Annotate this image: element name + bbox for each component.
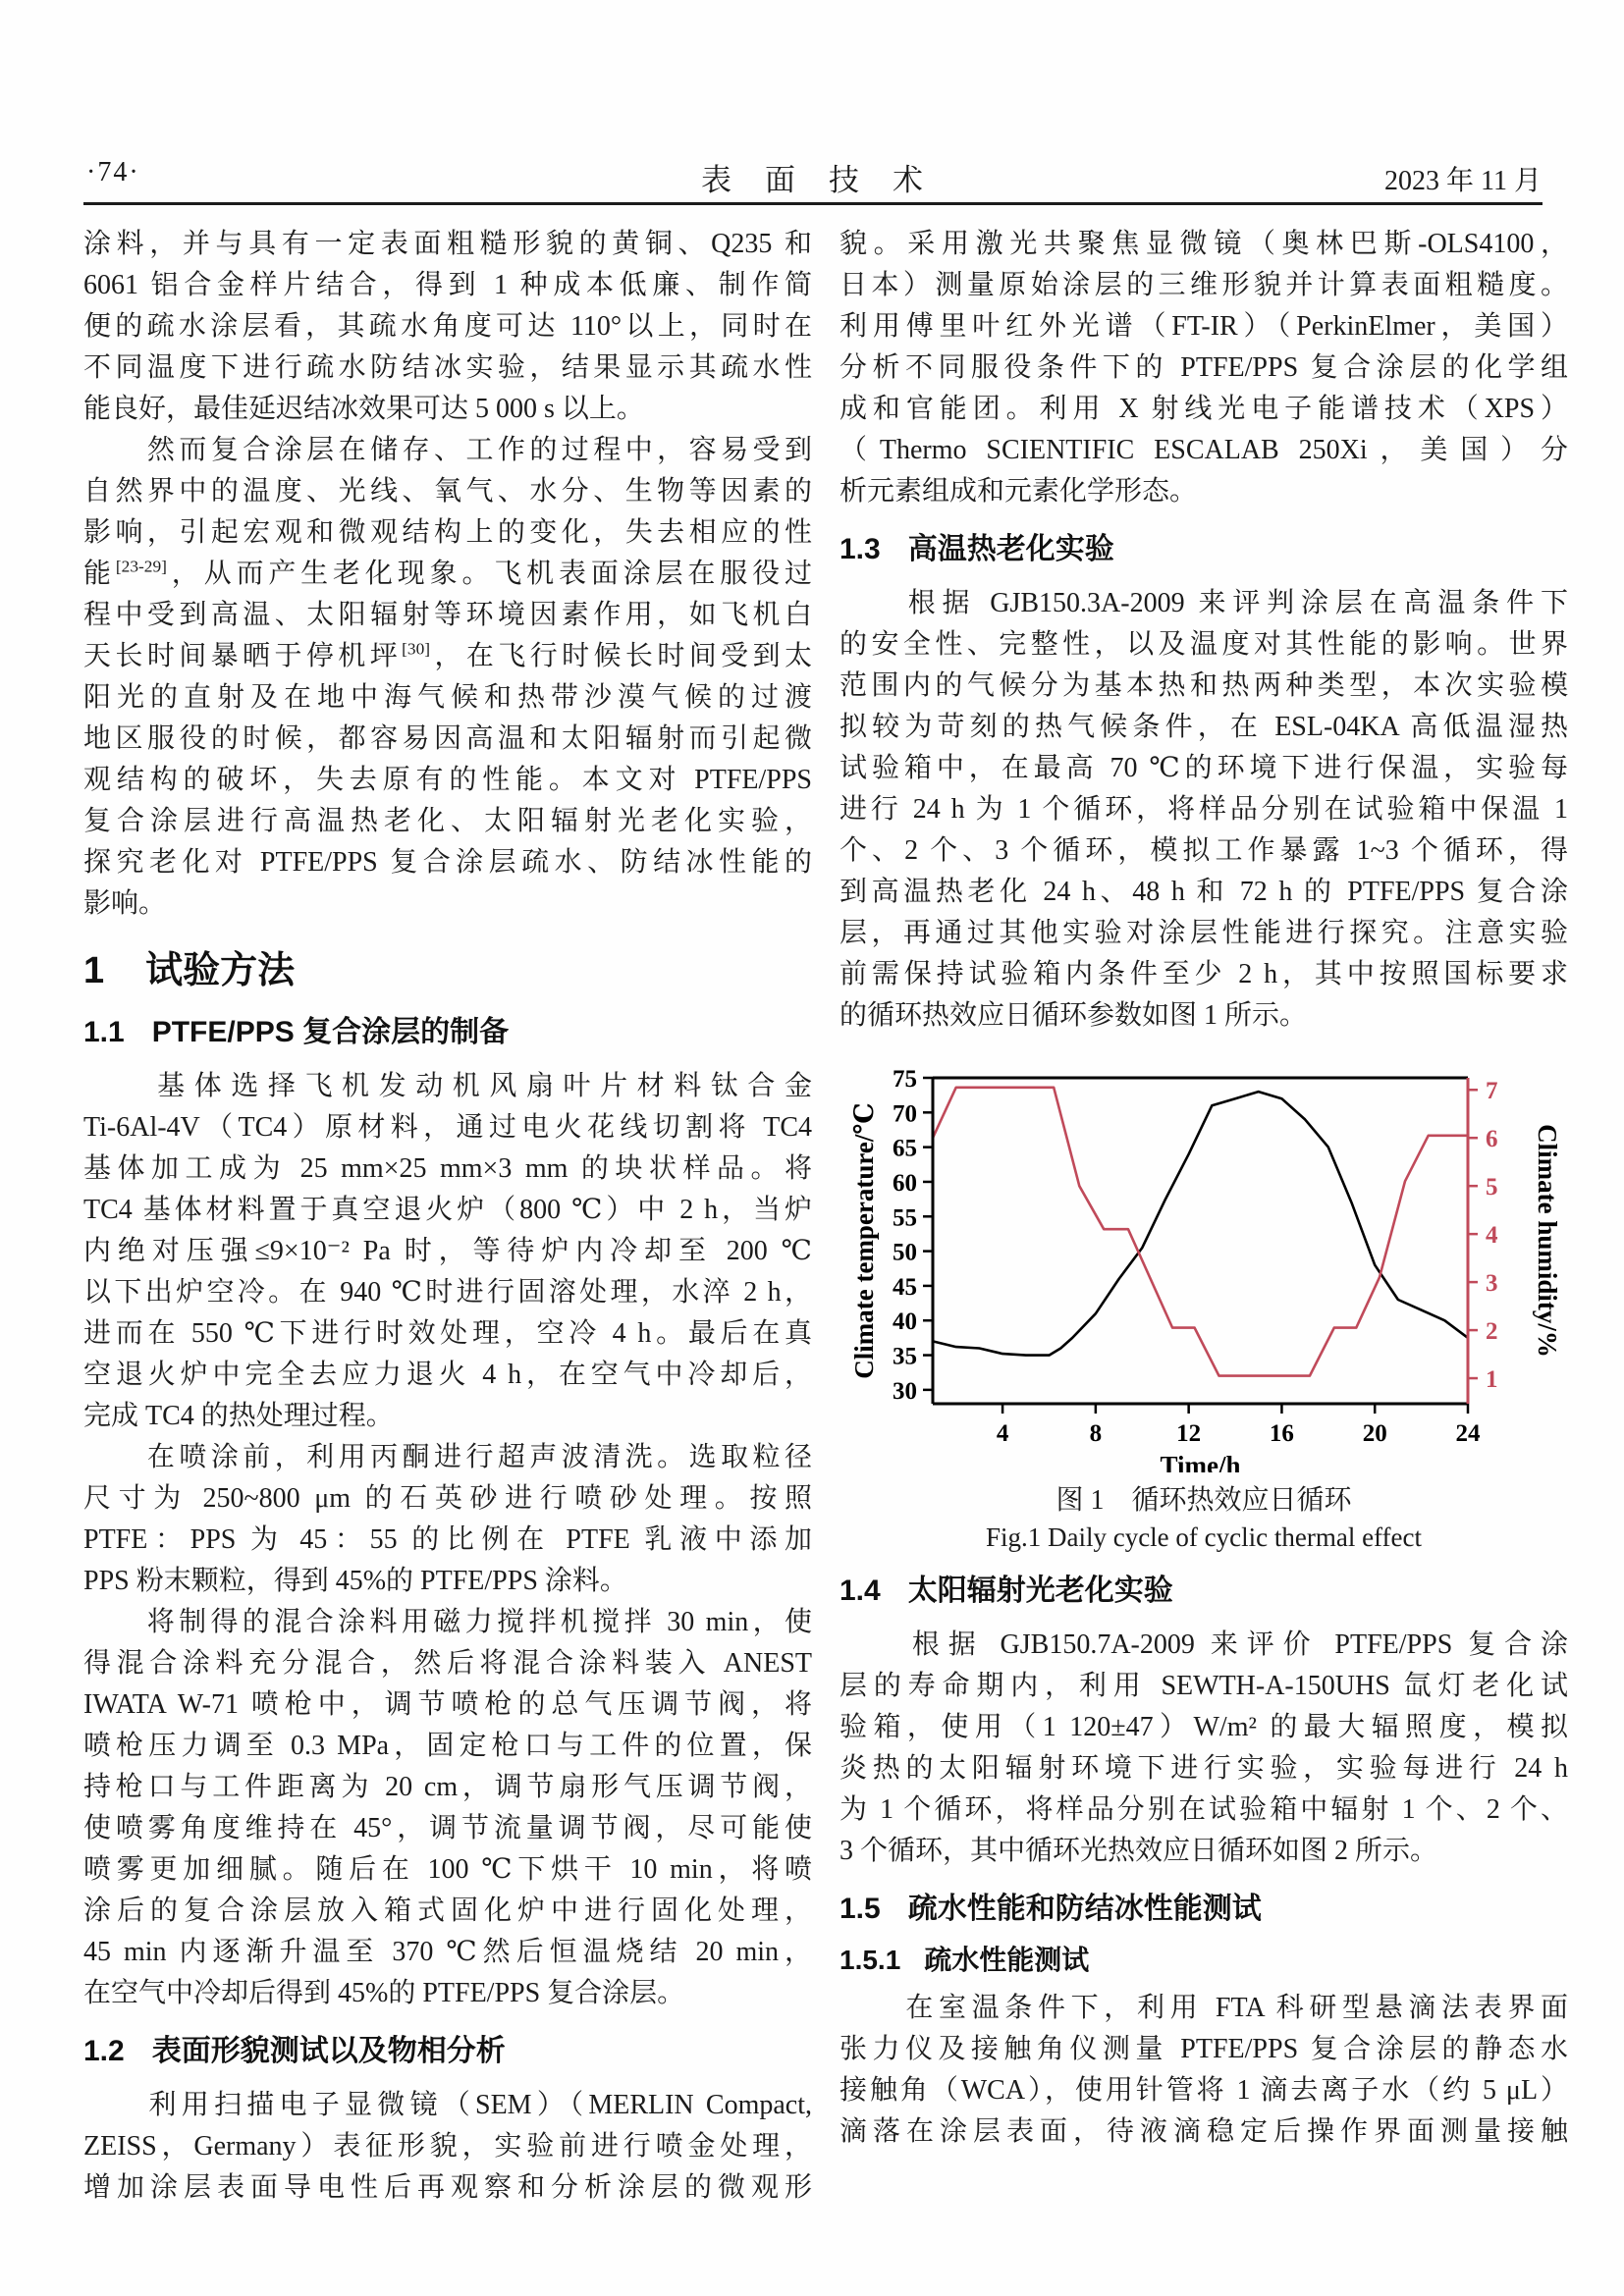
text-line: 范围内的气候分为基本热和热两种类型，本次实验模 (839, 670, 1568, 701)
text-line: 拟较为苛刻的热气候条件，在 ESL-04KA 高低温湿热 (839, 712, 1568, 742)
y-left-tick-label: 55 (893, 1204, 917, 1232)
y-left-tick-label: 40 (893, 1308, 917, 1336)
section-heading-1.2 (83, 2032, 812, 2071)
page-number: ·74· (86, 157, 140, 187)
x-tick-label: 4 (996, 1420, 1009, 1447)
x-axis-label: Time/h (1160, 1451, 1241, 1472)
text-line: 便的疏水涂层看，其疏水角度可达 110°以上，同时在 (83, 311, 812, 342)
paragraph (839, 1988, 1568, 2153)
section-number: 1.5 (839, 1893, 881, 1925)
text-line: 进而在 550 ℃下进行时效处理，空冷 4 h。最后在真 (83, 1318, 812, 1349)
text-line: 完成 TC4 的热处理过程。 (83, 1401, 394, 1431)
section-heading-1.5.1 (839, 1943, 1568, 1978)
section-number: 1.1 (83, 1016, 125, 1048)
figure-1 (839, 1050, 1568, 1554)
text-line: Ti-6Al-4V（TC4）原材料，通过电火花线切割将 TC4 (83, 1112, 812, 1143)
text-line: 45 min 内逐渐升温至 370 ℃然后恒温烧结 20 min， (83, 1937, 812, 1967)
text-line: 基体选择飞机发动机风扇叶片材料钛合金 (83, 1071, 812, 1101)
text-line: 尺寸为 250~800 μm 的石英砂进行喷砂处理。按照 (83, 1483, 812, 1514)
text-line: 在室温条件下，利用 FTA 科研型悬滴法表界面 (839, 1993, 1568, 2023)
y-left-tick-label: 50 (893, 1239, 917, 1266)
y-right-tick-label: 1 (1486, 1366, 1498, 1394)
text-line: 的循环热效应日循环参数如图 1 所示。 (839, 1000, 1308, 1031)
text-line: 天长时间暴晒于停机坪[30]，在飞行时候长时间受到太 (83, 639, 812, 671)
y-left-axis-label: Climate temperature/℃ (849, 1102, 879, 1379)
y-left-tick-label: 30 (893, 1377, 917, 1405)
section-heading-1 (83, 948, 812, 993)
section-title: 试验方法 (145, 950, 296, 991)
y-left-tick-label: 60 (893, 1169, 917, 1197)
section-title: 疏水性能和防结冰性能测试 (907, 1893, 1262, 1925)
text-line: 持枪口与工件距离为 20 cm，调节扇形气压调节阀， (83, 1772, 812, 1802)
y-left-tick-label: 70 (893, 1100, 917, 1128)
text-line: 为 1 个循环，将样品分别在试验箱中辐射 1 个、2 个、 (839, 1794, 1568, 1825)
text-line: 地区服役的时候，都容易因高温和太阳辐射而引起微 (83, 723, 812, 754)
text-line: 能良好，最佳延迟结冰效果可达 5 000 s 以上。 (83, 394, 644, 424)
text-line: 涂料，并与具有一定表面粗糙形貌的黄铜、Q235 和 (83, 229, 812, 259)
figure1-chart (839, 1050, 1568, 1472)
section-number: 1.3 (839, 533, 881, 565)
text-line: TC4 基体材料置于真空退火炉（800 ℃）中 2 h，当炉 (83, 1195, 812, 1225)
text-line: 的安全性、完整性，以及温度对其性能的影响。世界 (839, 629, 1568, 660)
text-line: 试验箱中，在最高 70 ℃的环境下进行保温，实验每 (839, 753, 1568, 783)
x-tick-label: 8 (1089, 1420, 1103, 1447)
section-title: 疏水性能测试 (924, 1945, 1090, 1975)
text-line: 喷雾更加细腻。随后在 100 ℃下烘干 10 min，将喷 (83, 1854, 812, 1885)
text-line: 进行 24 h 为 1 个循环，将样品分别在试验箱中保温 1 (839, 794, 1568, 825)
text-line: 不同温度下进行疏水防结冰实验，结果显示其疏水性 (83, 352, 812, 383)
text-line: 前需保持试验箱内条件至少 2 h，其中按照国标要求 (839, 959, 1568, 989)
section-number: 1 (83, 950, 105, 991)
x-tick-label: 12 (1176, 1420, 1202, 1447)
paragraph (83, 1602, 812, 2014)
paragraph (83, 2085, 812, 2209)
text-line: 在喷涂前，利用丙酮进行超声波清洗。选取粒径 (83, 1442, 812, 1472)
text-line: 观结构的破坏，失去原有的性能。本文对 PTFE/PPS (83, 765, 812, 795)
section-number: 1.5.1 (839, 1945, 901, 1975)
text-line: 将制得的混合涂料用磁力搅拌机搅拌 30 min，使 (83, 1607, 812, 1637)
paragraph (839, 224, 1568, 512)
figure-caption-cn: 图 1 循环热效应日循环 (1056, 1485, 1352, 1516)
section-title: 表面形貌测试以及物相分析 (151, 2035, 506, 2067)
text-line: 在空气中冷却后得到 45%的 PTFE/PPS 复合涂层。 (83, 1978, 685, 2008)
text-line: 内绝对压强≤9×10⁻² Pa 时，等待炉内冷却至 200 ℃ (83, 1236, 812, 1266)
text-line: 个、2 个、3 个循环，模拟工作暴露 1~3 个循环，得 (839, 835, 1568, 866)
text-line: 得混合涂料充分混合，然后将混合涂料装入 ANEST (83, 1648, 812, 1679)
text-line: 成和官能团。利用 X 射线光电子能谱技术（XPS） (839, 394, 1568, 424)
y-right-tick-label: 2 (1486, 1318, 1498, 1346)
text-line: IWATA W-71 喷枪中，调节喷枪的总气压调节阀，将 (83, 1689, 812, 1720)
text-line: 涂后的复合涂层放入箱式固化炉中进行固化处理， (83, 1896, 812, 1926)
column-right (839, 224, 1568, 2153)
section-heading-1.5 (839, 1890, 1568, 1929)
text-line: 层，再通过其他实验对涂层性能进行探究。注意实验 (839, 918, 1568, 948)
text-line: （Thermo SCIENTIFIC ESCALAB 250Xi，美国）分 (839, 435, 1568, 465)
section-heading-1.3 (839, 530, 1568, 569)
section-title: 太阳辐射光老化实验 (907, 1575, 1173, 1607)
y-left-tick-label: 75 (893, 1066, 917, 1093)
paragraph (83, 430, 812, 925)
text-line: 影响。 (83, 888, 167, 919)
text-line: 以下出炉空冷。在 940 ℃时进行固溶处理，水淬 2 h， (83, 1277, 812, 1308)
text-line: 能[23-29]，从而产生老化现象。飞机表面涂层在服役过 (83, 557, 812, 589)
y-left-tick-label: 45 (893, 1273, 917, 1301)
header-rule (83, 202, 1543, 205)
text-line: 程中受到高温、太阳辐射等环境因素作用，如飞机白 (83, 600, 812, 630)
y-left-tick-label: 65 (893, 1135, 917, 1162)
text-line: 6061 铝合金样片结合，得到 1 种成本低廉、制作简 (83, 270, 812, 300)
text-line: 析元素组成和元素化学形态。 (839, 476, 1198, 507)
text-line: 到高温热老化 24 h、48 h 和 72 h 的 PTFE/PPS 复合涂 (839, 877, 1568, 907)
text-line: 影响，引起宏观和微观结构上的变化，失去相应的性 (83, 517, 812, 548)
text-line: 3 个循环，其中循环光热效应日循环如图 2 所示。 (839, 1836, 1438, 1866)
x-tick-label: 20 (1362, 1420, 1387, 1447)
y-left-tick-label: 35 (893, 1343, 917, 1370)
y-right-tick-label: 4 (1486, 1222, 1498, 1250)
y-right-tick-label: 6 (1486, 1126, 1498, 1153)
text-line: 空退火炉中完全去应力退火 4 h，在空气中冷却后， (83, 1360, 812, 1390)
text-line: 张力仪及接触角仪测量 PTFE/PPS 复合涂层的静态水 (839, 2034, 1568, 2064)
column-left (83, 224, 812, 2209)
text-line: 喷枪压力调至 0.3 MPa，固定枪口与工件的位置，保 (83, 1731, 812, 1761)
text-line: 滴落在涂层表面，待液滴稳定后操作界面测量接触 (839, 2116, 1568, 2147)
paragraph (839, 583, 1568, 1037)
journal-title: 表面技术 (701, 163, 956, 197)
x-tick-label: 24 (1455, 1420, 1481, 1447)
text-line: 使喷雾角度维持在 45°，调节流量调节阀，尽可能使 (83, 1813, 812, 1843)
text-line: PTFE：PPS 为 45：55 的比例在 PTFE 乳液中添加 (83, 1524, 812, 1555)
text-line: 然而复合涂层在储存、工作的过程中，容易受到 (83, 435, 812, 465)
figure-caption-en: Fig.1 Daily cycle of cyclic thermal effect (985, 1522, 1423, 1552)
text-line: 阳光的直射及在地中海气候和热带沙漠气候的过渡 (83, 682, 812, 713)
section-number: 1.2 (83, 2035, 125, 2067)
y-right-axis-label: Climate humidity/% (1533, 1124, 1562, 1358)
text-line: 利用扫描电子显微镜（SEM）（MERLIN Compact, (83, 2090, 812, 2120)
text-line: 根据 GJB150.7A-2009 来评价 PTFE/PPS 复合涂 (839, 1629, 1568, 1660)
text-line: 探究老化对 PTFE/PPS 复合涂层疏水、防结冰性能的 (83, 847, 812, 878)
paragraph (83, 1066, 812, 1437)
text-line: 貌。采用激光共聚焦显微镜（奥林巴斯-OLS4100， (839, 229, 1568, 259)
text-line: 炎热的太阳辐射环境下进行实验，实验每进行 24 h (839, 1753, 1568, 1784)
temperature-series (933, 1092, 1468, 1356)
paragraph (839, 1625, 1568, 1872)
text-line: ZEISS，Germany）表征形貌，实验前进行喷金处理， (83, 2131, 812, 2162)
section-number: 1.4 (839, 1575, 881, 1607)
text-line: 自然界中的温度、光线、氧气、水分、生物等因素的 (83, 476, 812, 507)
text-line: 利用傅里叶红外光谱（FT-IR）（PerkinElmer，美国） (839, 311, 1568, 342)
section-heading-1.1 (83, 1013, 812, 1052)
text-line: 分析不同服役条件下的 PTFE/PPS 复合涂层的化学组 (839, 352, 1568, 383)
x-tick-label: 16 (1269, 1420, 1294, 1447)
text-line: 根据 GJB150.3A-2009 来评判涂层在高温条件下 (839, 588, 1568, 618)
issue-date: 2023 年 11 月 (1384, 166, 1542, 196)
y-right-tick-label: 5 (1486, 1174, 1498, 1201)
text-line: 复合涂层进行高温热老化、太阳辐射光老化实验， (83, 806, 812, 836)
text-line: 基体加工成为 25 mm×25 mm×3 mm 的块状样品。将 (83, 1153, 812, 1184)
text-line: 层的寿命期内，利用 SEWTH-A-150UHS 氙灯老化试 (839, 1671, 1568, 1701)
text-line: 接触角（WCA），使用针管将 1 滴去离子水（约 5 μL） (839, 2075, 1568, 2106)
paragraph (83, 224, 812, 430)
paragraph (83, 1437, 812, 1602)
text-line: PPS 粉末颗粒，得到 45%的 PTFE/PPS 涂料。 (83, 1566, 627, 1596)
section-heading-1.4 (839, 1572, 1568, 1611)
section-title: 高温热老化实验 (907, 533, 1114, 565)
text-line: 日本）测量原始涂层的三维形貌并计算表面粗糙度。 (839, 270, 1568, 300)
y-right-tick-label: 3 (1486, 1270, 1498, 1298)
section-title: PTFE/PPS 复合涂层的制备 (151, 1016, 510, 1048)
text-line: 验箱，使用（1 120±47）W/m² 的最大辐照度，模拟 (839, 1712, 1568, 1742)
text-line: 增加涂层表面导电性后再观察和分析涂层的微观形 (83, 2172, 812, 2203)
y-right-tick-label: 7 (1486, 1078, 1498, 1105)
